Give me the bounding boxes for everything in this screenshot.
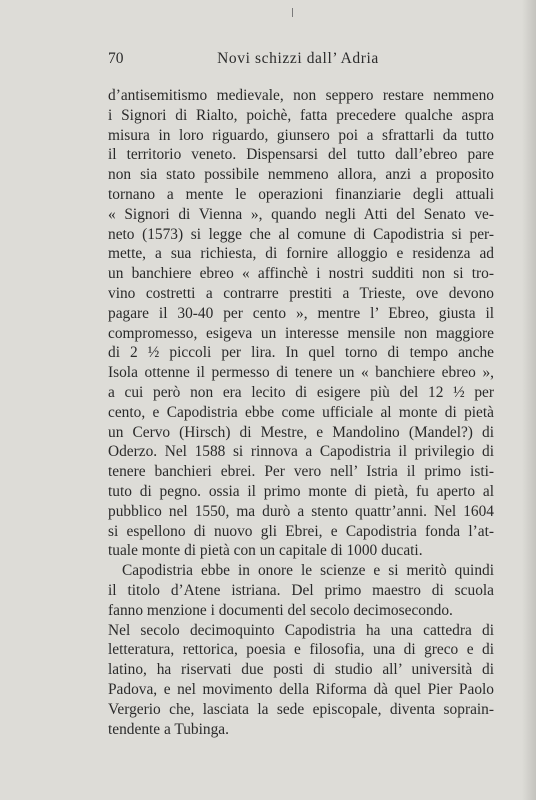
text-line: a cui però non era lecito di esigere più del 12 ½ per [108, 383, 494, 401]
text-line: tendente a Tubinga. [108, 720, 229, 738]
text-line: misura in loro riguardo, giunsero poi a sfrattarli da tutto [108, 126, 494, 144]
text-line: tuale monte di pietà con un capitale di 1000 ducati. [108, 542, 423, 560]
text-line: Vergerio che, lasciata la sede episcopale, diventa soprain- [108, 700, 494, 718]
text-line: Isola ottenne il permesso di tenere un « banchiere ebreo », [108, 364, 494, 382]
body-text [108, 86, 494, 739]
text-line: vino costretti a contrarre prestiti a Trieste, ove devono [108, 284, 494, 302]
text-line: neto (1573) si legge che al comune di Capodistria si per- [108, 225, 494, 243]
text-line: pagare il 30-40 per cento », mentre l’ Ebreo, giusta il [108, 304, 494, 322]
page-edge-shadow [522, 0, 536, 800]
text-line: compromesso, esigeva un interesse mensile non maggiore [108, 324, 494, 342]
text-line: « Signori di Vienna », quando negli Atti del Senato ve- [108, 205, 494, 223]
text-line: latino, ha riservati due posti di studio all’ università di [108, 661, 494, 679]
text-line: fanno menzione i documenti del secolo decimosecondo. [108, 601, 453, 619]
text-line: Nel secolo decimoquinto Capodistria ha una cattedra di [108, 621, 494, 639]
text-line: d’antisemitismo medievale, non seppero restare nemmeno [108, 87, 494, 104]
text-line: il titolo d’Atene istriana. Del primo maestro di scuola [108, 581, 494, 599]
text-line: Capodistria ebbe in onore le scienze e si meritò quindi [122, 562, 494, 580]
text-line: letteratura, rettorica, poesia e filosofia, una di greco e di [108, 641, 494, 659]
text-line: tenere banchieri ebrei. Per vero nell’ Istria il primo isti- [108, 463, 494, 481]
text-line: non sia stato possibile nemmeno allora, anzi a proposito [108, 166, 494, 184]
running-title: Novi schizzi dall’ Adria [217, 50, 379, 67]
text-line: si espellono di nuovo gli Ebrei, e Capodistria fonda l’at- [108, 522, 494, 540]
ink-mark [292, 8, 293, 17]
text-line: tuto di pegno. ossia il primo monte di pietà, fu aperto al [108, 482, 494, 500]
text-line: cento, e Capodistria ebbe come ufficiale al monte di pietà [108, 403, 494, 421]
text-line: mette, a sua richiesta, di fornire alloggio e residenza ad [108, 245, 494, 263]
text-line: Padova, e nel movimento della Riforma dà quel Pier Paolo [108, 680, 494, 698]
page-number: 70 [108, 50, 124, 67]
text-line: i Signori di Rialto, poichè, fatta precedere qualche aspra [108, 106, 494, 124]
text-line: tornano a mente le operazioni finanziarie degli attuali [108, 185, 494, 203]
text-line: pubblico nel 1550, ma durò a stento quattr’anni. Nel 1604 [108, 502, 494, 520]
text-line: il territorio veneto. Dispensarsi del tutto dall’ebreo pare [108, 146, 494, 164]
text-line: un banchiere ebreo « affinchè i nostri sudditi non si tro- [108, 265, 494, 283]
text-line: Oderzo. Nel 1588 si rinnova a Capodistria il privilegio di [108, 443, 494, 461]
text-line: di 2 ½ piccoli per lira. In quel torno di tempo anche [108, 344, 494, 362]
text-line: un Cervo (Hirsch) di Mestre, e Mandolino (Mandel?) di [108, 423, 494, 441]
